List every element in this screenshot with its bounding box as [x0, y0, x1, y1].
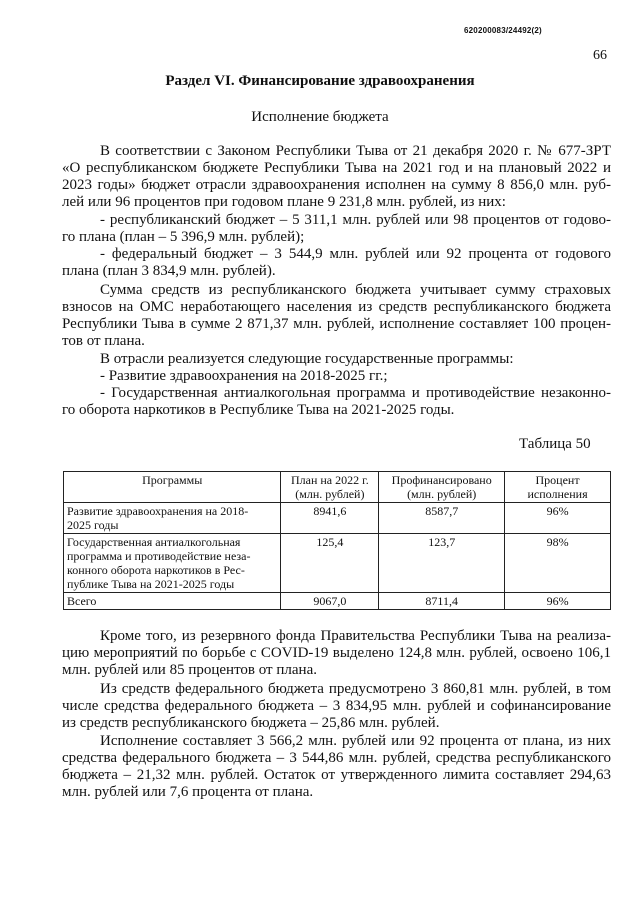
paragraph-line: Сумма средств из республиканского бюджета учитывает сумму страховых — [100, 282, 611, 298]
total-percent: 96% — [505, 593, 611, 610]
paragraph-line: Исполнение составляет 3 566,2 млн. рублей или 92 процента от плана, из них — [100, 733, 611, 749]
column-header-plan: План на 2022 г. (млн. рублей) — [281, 472, 379, 503]
program-name: Государственная антиалкогольная программа и противодействие неза- конного оборота наркотиков в Рес- публике Тыва на 2021-2025 годы — [64, 534, 281, 593]
paragraph-line: тов от плана. — [62, 333, 145, 349]
paragraph-line: Республики Тыва в сумме 2 871,37 млн. рублей, исполнение составляет 100 процен- — [62, 316, 611, 332]
paragraph-line: В отрасли реализуется следующие государственные программы: — [100, 351, 514, 367]
plan-value: 8941,6 — [281, 503, 379, 534]
paragraph-line: Из средств федерального бюджета предусмотрено 3 860,81 млн. рублей, в том — [100, 681, 611, 697]
program-name: Развитие здравоохранения на 2018- 2025 годы — [64, 503, 281, 534]
percent-value: 98% — [505, 534, 611, 593]
paragraph-line: В соответствии с Законом Республики Тыва от 21 декабря 2020 г. № 677-ЗРТ — [100, 143, 611, 159]
paragraph-line: Кроме того, из резервного фонда Правительства Республики Тыва на реализа- — [100, 628, 611, 644]
column-header-percent: Процент исполнения — [505, 472, 611, 503]
table-row — [64, 503, 611, 534]
paragraph-line: бюджета – 21,32 млн. рублей. Остаток от утвержденного лимита составляет 294,63 — [62, 767, 611, 783]
document-id: 620200083/24492(2) — [464, 26, 542, 35]
page-number: 66 — [593, 48, 607, 63]
total-label: Всего — [64, 593, 281, 610]
percent-value: 96% — [505, 503, 611, 534]
table-row — [64, 534, 611, 593]
paragraph-line: числе средства федерального бюджета – 3 834,95 млн. рублей и софинансирование — [62, 698, 611, 714]
table-total-row — [64, 593, 611, 610]
paragraph-line: - федеральный бюджет – 3 544,9 млн. рублей или 92 процента от годового — [100, 246, 611, 262]
table-header-row — [64, 472, 611, 503]
paragraph-line: средства федерального бюджета – 3 544,86 млн. рублей, средства республиканского — [62, 750, 611, 766]
total-funded: 8711,4 — [379, 593, 505, 610]
funded-value: 8587,7 — [379, 503, 505, 534]
paragraph-line: лей или 96 процентов при годовом плане 9 231,8 млн. рублей, из них: — [62, 194, 506, 210]
paragraph-line: 2023 годы» бюджет отрасли здравоохранения исполнен на сумму 8 856,0 млн. руб- — [62, 177, 611, 193]
paragraph-line: цию мероприятий по борьбе с COVID-19 выделено 124,8 млн. рублей, освоено 106,1 — [62, 645, 611, 661]
paragraph-line: млн. рублей или 85 процентов от плана. — [62, 662, 317, 678]
section-title: Раздел VI. Финансирование здравоохранения — [165, 73, 475, 89]
paragraph-line: - Государственная антиалкогольная программа и противодействие незаконно- — [100, 385, 611, 401]
subtitle: Исполнение бюджета — [251, 109, 389, 125]
paragraph-line: из средств республиканского бюджета – 25,86 млн. рублей. — [62, 715, 440, 731]
total-plan: 9067,0 — [281, 593, 379, 610]
paragraph-line: взносов на ОМС неработающего населения из средств республиканского бюджета — [62, 299, 611, 315]
table-label: Таблица 50 — [519, 436, 591, 452]
column-header-program: Программы — [64, 472, 281, 503]
paragraph-line: го плана (план – 5 396,9 млн. рублей); — [62, 229, 305, 245]
paragraph-line: го оборота наркотиков в Республике Тыва на 2021-2025 годы. — [62, 402, 455, 418]
paragraph-line: плана (план 3 834,9 млн. рублей). — [62, 263, 276, 279]
paragraph-line: млн. рублей или 7,6 процента от плана. — [62, 784, 314, 800]
paragraph-line: «О республиканском бюджете Республики Тыва на 2021 год и на плановый 2022 и — [62, 160, 611, 176]
funded-value: 123,7 — [379, 534, 505, 593]
column-header-funded: Профинансировано (млн. рублей) — [379, 472, 505, 503]
paragraph-line: - республиканский бюджет – 5 311,1 млн. рублей или 98 процентов от годово- — [100, 212, 611, 228]
plan-value: 125,4 — [281, 534, 379, 593]
programs-table — [63, 471, 611, 610]
paragraph-line: - Развитие здравоохранения на 2018-2025 гг.; — [100, 368, 388, 384]
